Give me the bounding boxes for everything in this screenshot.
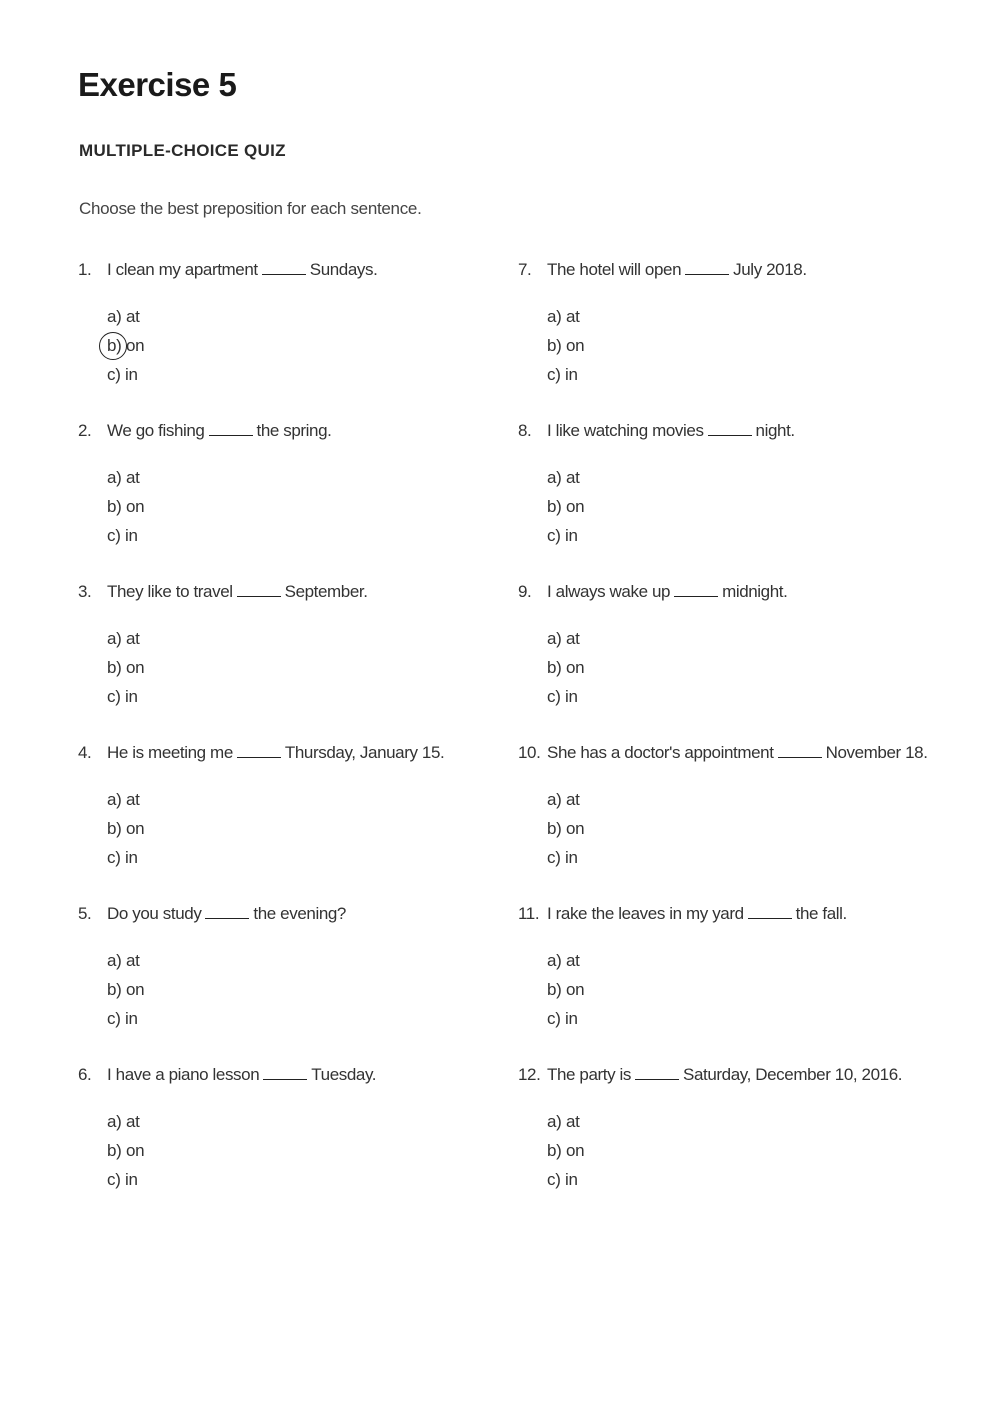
answer-option[interactable] bbox=[547, 1165, 584, 1194]
answer-blank[interactable] bbox=[209, 421, 253, 436]
question-text bbox=[78, 902, 444, 926]
answer-option[interactable] bbox=[547, 785, 584, 814]
answer-options bbox=[547, 1107, 584, 1194]
question-item bbox=[78, 1063, 444, 1224]
answer-option[interactable] bbox=[547, 1107, 584, 1136]
answer-option[interactable] bbox=[107, 1107, 144, 1136]
question-item bbox=[78, 258, 444, 419]
option-label: c) in bbox=[107, 687, 138, 706]
option-label: b) on bbox=[547, 980, 585, 999]
option-label: c) in bbox=[107, 526, 138, 545]
section-subtitle: MULTIPLE-CHOICE QUIZ bbox=[79, 141, 286, 160]
option-label: c) in bbox=[547, 526, 578, 545]
question-number: 11. bbox=[518, 904, 540, 923]
answer-options bbox=[547, 785, 584, 872]
sentence-before: I always wake up bbox=[547, 582, 671, 601]
answer-blank[interactable] bbox=[205, 904, 249, 919]
sentence-before: I clean my apartment bbox=[107, 260, 258, 279]
sentence-before: They like to travel bbox=[107, 582, 233, 601]
answer-options bbox=[107, 1107, 144, 1194]
answer-blank[interactable] bbox=[237, 582, 281, 597]
sentence-after: Tuesday. bbox=[311, 1065, 377, 1084]
question-text bbox=[78, 741, 444, 765]
question-text bbox=[518, 902, 928, 926]
option-label: b) on bbox=[547, 1141, 585, 1160]
sentence-after: the spring. bbox=[256, 421, 332, 440]
question-number: 5. bbox=[78, 904, 92, 923]
question-text bbox=[518, 419, 928, 443]
question-number: 6. bbox=[78, 1065, 92, 1084]
question-item bbox=[78, 419, 444, 580]
question-number: 8. bbox=[518, 421, 532, 440]
option-label: a) at bbox=[107, 790, 140, 809]
answer-option[interactable] bbox=[547, 1136, 584, 1165]
question-item bbox=[518, 902, 928, 1063]
answer-options bbox=[547, 624, 584, 711]
question-item bbox=[518, 580, 928, 741]
question-text bbox=[78, 1063, 444, 1087]
question-number: 12. bbox=[518, 1065, 541, 1084]
sentence-after: the evening? bbox=[253, 904, 346, 923]
answer-option[interactable] bbox=[107, 360, 144, 389]
answer-option[interactable] bbox=[547, 302, 584, 331]
option-label: b) on bbox=[107, 1141, 145, 1160]
option-label: b) on bbox=[107, 980, 145, 999]
answer-option[interactable] bbox=[107, 843, 144, 872]
answer-option[interactable] bbox=[107, 946, 144, 975]
answer-options bbox=[107, 624, 144, 711]
option-label: a) at bbox=[107, 307, 140, 326]
answer-option[interactable] bbox=[547, 624, 584, 653]
sentence-after: Saturday, December 10, 2016. bbox=[683, 1065, 903, 1084]
answer-blank[interactable] bbox=[262, 260, 306, 275]
option-label: c) in bbox=[547, 1009, 578, 1028]
option-label: b) on bbox=[107, 658, 145, 677]
option-label: c) in bbox=[547, 1170, 578, 1189]
sentence-after: night. bbox=[755, 421, 795, 440]
questions-right-column bbox=[518, 258, 928, 1224]
answer-option[interactable] bbox=[547, 682, 584, 711]
question-text bbox=[518, 741, 928, 765]
instructions: Choose the best preposition for each sentence. bbox=[79, 199, 422, 218]
answer-option[interactable] bbox=[107, 624, 144, 653]
answer-option[interactable] bbox=[107, 331, 144, 360]
answer-option[interactable] bbox=[547, 975, 584, 1004]
answer-option[interactable] bbox=[547, 946, 584, 975]
option-label: a) at bbox=[107, 1112, 140, 1131]
answer-options bbox=[547, 463, 584, 550]
answer-option[interactable] bbox=[107, 682, 144, 711]
sentence-after: September. bbox=[284, 582, 368, 601]
option-label: a) at bbox=[547, 307, 580, 326]
selected-answer-circle bbox=[99, 332, 127, 360]
sentence-before: I rake the leaves in my yard bbox=[547, 904, 744, 923]
sentence-before: The hotel will open bbox=[547, 260, 682, 279]
sentence-after: midnight. bbox=[722, 582, 788, 601]
option-label: c) in bbox=[107, 1009, 138, 1028]
option-label: c) in bbox=[547, 687, 578, 706]
question-number: 4. bbox=[78, 743, 92, 762]
option-label: c) in bbox=[107, 365, 138, 384]
sentence-before: The party is bbox=[547, 1065, 632, 1084]
option-label: a) at bbox=[547, 629, 580, 648]
answer-option[interactable] bbox=[107, 653, 144, 682]
answer-option[interactable] bbox=[547, 463, 584, 492]
question-item bbox=[518, 258, 928, 419]
answer-option[interactable] bbox=[547, 653, 584, 682]
answer-blank[interactable] bbox=[237, 743, 281, 758]
answer-option[interactable] bbox=[107, 492, 144, 521]
sentence-before: I have a piano lesson bbox=[107, 1065, 260, 1084]
option-label: a) at bbox=[547, 790, 580, 809]
answer-options bbox=[107, 785, 144, 872]
answer-options bbox=[547, 302, 584, 389]
answer-option[interactable] bbox=[107, 521, 144, 550]
option-label: c) in bbox=[547, 365, 578, 384]
question-item bbox=[78, 580, 444, 741]
question-item bbox=[518, 741, 928, 902]
answer-option[interactable] bbox=[547, 1004, 584, 1033]
option-label: a) at bbox=[107, 629, 140, 648]
sentence-after: November 18. bbox=[825, 743, 928, 762]
option-label: b) on bbox=[107, 336, 145, 355]
option-label: a) at bbox=[547, 468, 580, 487]
answer-option[interactable] bbox=[547, 814, 584, 843]
option-label: b) on bbox=[107, 819, 145, 838]
option-label: c) in bbox=[107, 1170, 138, 1189]
answer-option[interactable] bbox=[547, 360, 584, 389]
question-number: 1. bbox=[78, 260, 92, 279]
answer-options bbox=[547, 946, 584, 1033]
answer-option[interactable] bbox=[107, 1136, 144, 1165]
option-label: b) on bbox=[547, 497, 585, 516]
sentence-before: Do you study bbox=[107, 904, 202, 923]
option-label: b) on bbox=[547, 819, 585, 838]
questions-left-column bbox=[78, 258, 444, 1224]
sentence-after: the fall. bbox=[795, 904, 847, 923]
answer-option[interactable] bbox=[107, 302, 144, 331]
option-label: c) in bbox=[547, 848, 578, 867]
question-text bbox=[518, 580, 928, 604]
option-label: a) at bbox=[107, 468, 140, 487]
answer-options bbox=[107, 302, 144, 389]
answer-option[interactable] bbox=[107, 1165, 144, 1194]
answer-option[interactable] bbox=[547, 843, 584, 872]
question-item bbox=[78, 902, 444, 1063]
answer-option[interactable] bbox=[107, 463, 144, 492]
answer-options bbox=[107, 946, 144, 1033]
answer-blank[interactable] bbox=[748, 904, 792, 919]
question-item bbox=[518, 1063, 928, 1224]
question-item bbox=[518, 419, 928, 580]
option-label: a) at bbox=[547, 1112, 580, 1131]
sentence-before: I like watching movies bbox=[547, 421, 704, 440]
question-text bbox=[78, 258, 444, 282]
answer-options bbox=[107, 463, 144, 550]
question-number: 10. bbox=[518, 743, 541, 762]
question-number: 9. bbox=[518, 582, 532, 601]
answer-blank[interactable] bbox=[708, 421, 752, 436]
sentence-before: He is meeting me bbox=[107, 743, 233, 762]
answer-option[interactable] bbox=[547, 521, 584, 550]
question-text bbox=[518, 258, 928, 282]
answer-option[interactable] bbox=[107, 975, 144, 1004]
option-label: c) in bbox=[107, 848, 138, 867]
page-title: Exercise 5 bbox=[78, 66, 237, 103]
question-text bbox=[518, 1063, 928, 1087]
sentence-after: Sundays. bbox=[309, 260, 378, 279]
question-number: 2. bbox=[78, 421, 92, 440]
sentence-before: We go fishing bbox=[107, 421, 205, 440]
sentence-before: She has a doctor's appointment bbox=[547, 743, 774, 762]
answer-option[interactable] bbox=[107, 1004, 144, 1033]
answer-blank[interactable] bbox=[685, 260, 729, 275]
answer-blank[interactable] bbox=[635, 1065, 679, 1080]
answer-blank[interactable] bbox=[263, 1065, 307, 1080]
option-label: b) on bbox=[107, 497, 145, 516]
answer-option[interactable] bbox=[547, 331, 584, 360]
question-item bbox=[78, 741, 444, 902]
answer-blank[interactable] bbox=[778, 743, 822, 758]
option-label: a) at bbox=[547, 951, 580, 970]
question-number: 7. bbox=[518, 260, 532, 279]
option-label: b) on bbox=[547, 336, 585, 355]
answer-option[interactable] bbox=[107, 785, 144, 814]
answer-blank[interactable] bbox=[674, 582, 718, 597]
sentence-after: Thursday, January 15. bbox=[284, 743, 445, 762]
question-number: 3. bbox=[78, 582, 92, 601]
option-label: b) on bbox=[547, 658, 585, 677]
question-text bbox=[78, 580, 444, 604]
question-text bbox=[78, 419, 444, 443]
sentence-after: July 2018. bbox=[733, 260, 807, 279]
answer-option[interactable] bbox=[547, 492, 584, 521]
answer-option[interactable] bbox=[107, 814, 144, 843]
option-label: a) at bbox=[107, 951, 140, 970]
